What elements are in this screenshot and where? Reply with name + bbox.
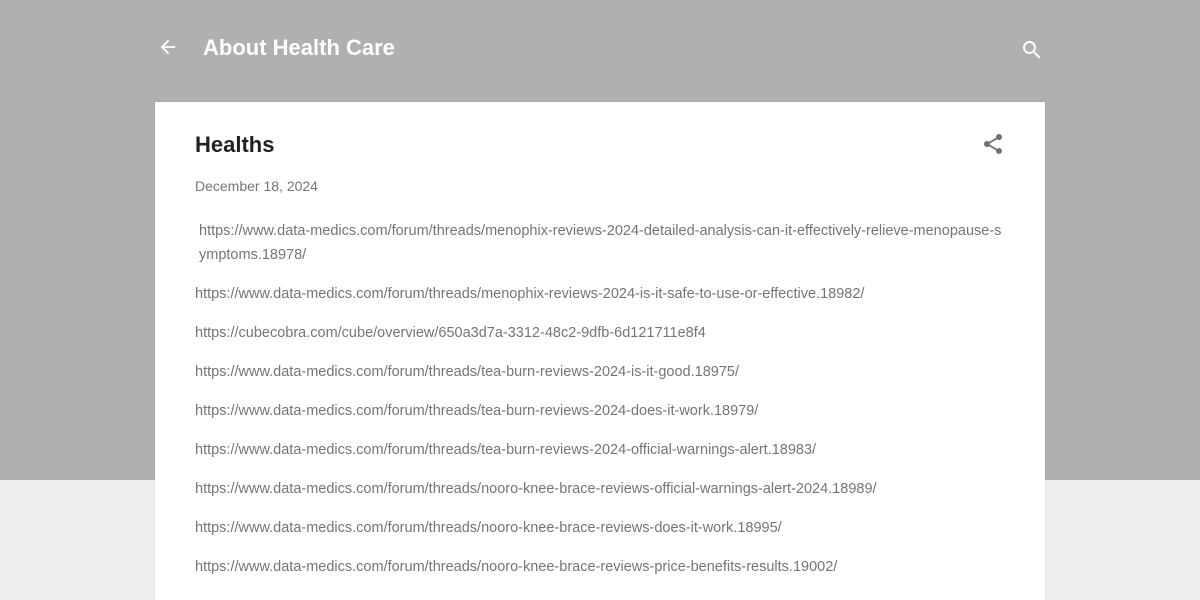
post-link[interactable]: https://www.data-medics.com/forum/threads/nooro-knee-brace-reviews-official-warnings-alert-2024.18989/ bbox=[195, 481, 877, 497]
back-button[interactable] bbox=[155, 34, 181, 60]
post-link[interactable]: https://www.data-medics.com/forum/threads/nooro-knee-brace-reviews-price-benefits-results.19002/ bbox=[195, 559, 838, 575]
share-icon bbox=[981, 132, 1005, 156]
share-button[interactable] bbox=[981, 132, 1005, 156]
blog-header bbox=[155, 0, 1045, 100]
post-body bbox=[195, 219, 1005, 594]
post-link[interactable]: https://www.data-medics.com/forum/threads/tea-burn-reviews-2024-does-it-work.18979/ bbox=[195, 403, 759, 419]
post-date: December 18, 2024 bbox=[195, 178, 318, 194]
post-title: Healths bbox=[195, 132, 275, 157]
post-card bbox=[155, 102, 1045, 600]
search-button[interactable] bbox=[1019, 37, 1045, 63]
arrow-back-icon bbox=[157, 36, 179, 58]
search-icon bbox=[1020, 38, 1044, 62]
post-link[interactable]: https://www.data-medics.com/forum/threads/nooro-knee-brace-reviews-does-it-work.18995/ bbox=[195, 520, 782, 536]
blog-title[interactable]: About Health Care bbox=[203, 35, 395, 60]
post-link[interactable]: https://www.data-medics.com/forum/threads/menophix-reviews-2024-is-it-safe-to-use-or-effective.18982/ bbox=[195, 286, 865, 302]
post-link[interactable]: https://www.data-medics.com/forum/threads/menophix-reviews-2024-detailed-analysis-can-it-effectively-relieve-menopause-symptoms.18978/ bbox=[199, 223, 1002, 263]
post-link[interactable]: https://www.data-medics.com/forum/threads/tea-burn-reviews-2024-official-warnings-alert.18983/ bbox=[195, 442, 817, 458]
post-link[interactable]: https://cubecobra.com/cube/overview/650a3d7a-3312-48c2-9dfb-6d121711e8f4 bbox=[195, 325, 706, 341]
post-link[interactable]: https://www.data-medics.com/forum/threads/tea-burn-reviews-2024-is-it-good.18975/ bbox=[195, 364, 739, 380]
